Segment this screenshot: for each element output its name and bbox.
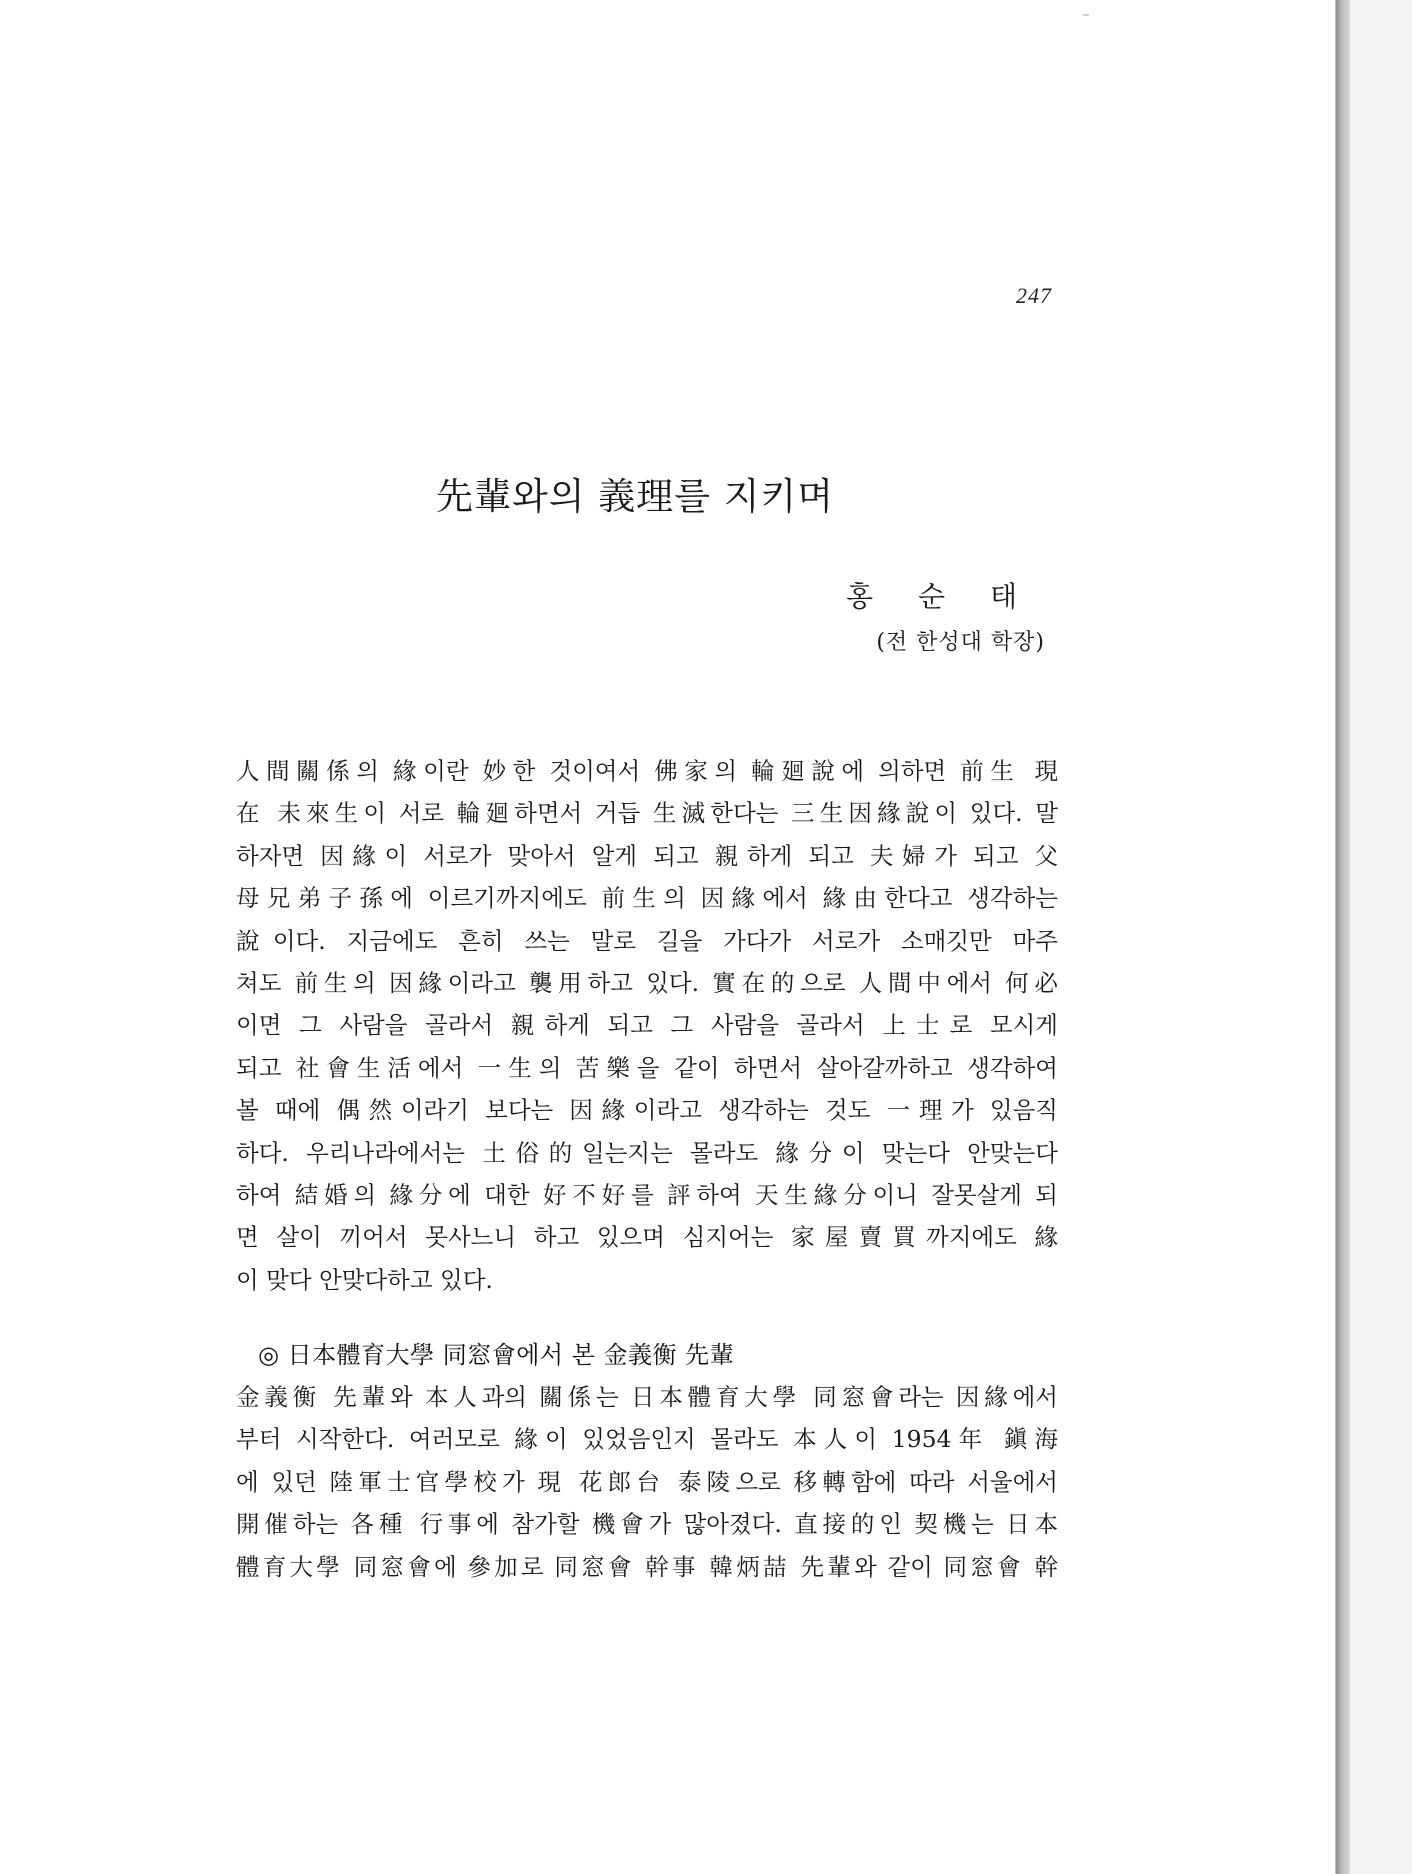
section-heading: ◎ 日本體育大學 同窓會에서 본 金義衡 先輩 bbox=[258, 1341, 735, 1369]
paragraph-line: 이 맞다 안맞다하고 있다. bbox=[236, 1265, 493, 1294]
article-title: 先輩와의 義理를 지키며 bbox=[436, 475, 834, 518]
paragraph-line: 되고 社會生活에서 一生의 苦樂을 같이 하면서 살아갈까하고 생각하여 bbox=[236, 1053, 1058, 1082]
paragraph-line: 하다. 우리나라에서는 土俗的일는지는 몰라도 緣分이 맞는다 안맞는다 bbox=[236, 1138, 1058, 1167]
paragraph-line: 金義衡 先輩와 本人과의 關係는 日本體育大學 同窓會라는 因緣에서 bbox=[236, 1383, 1058, 1411]
paragraph-line: 在 未來生이 서로 輪廻하면서 거듭 生滅한다는 三生因緣說이 있다. 말 bbox=[236, 799, 1058, 828]
page-edge-shadow bbox=[1336, 0, 1350, 1874]
paragraph-line: 볼 때에 偶然이라기 보다는 因緣이라고 생각하는 것도 一理가 있음직 bbox=[236, 1096, 1058, 1125]
paragraph-line: 體育大學 同窓會에 參加로 同窓會 幹事 韓炳喆 先輩와 같이 同窓會 幹 bbox=[236, 1552, 1058, 1581]
paragraph-line: 면 살이 끼어서 못사느니 하고 있으며 심지어는 家屋賣買까지에도 緣 bbox=[236, 1223, 1058, 1252]
corner-mark bbox=[1083, 14, 1089, 16]
page-number: 247 bbox=[1016, 283, 1052, 308]
paragraph-line: 쳐도 前生의 因緣이라고 襲用하고 있다. 實在的으로 人間中에서 何必 bbox=[236, 969, 1058, 998]
paragraph-line: 人間關係의 緣이란 妙한 것이여서 佛家의 輪廻說에 의하면 前生 現 bbox=[236, 757, 1058, 785]
paragraph-line: 母兄弟子孫에 이르기까지에도 前生의 因緣에서 緣由한다고 생각하는 bbox=[236, 884, 1058, 913]
paragraph-line: 하여 結婚의 緣分에 대한 好不好를 評하여 天生緣分이니 잘못살게 되 bbox=[236, 1181, 1058, 1210]
paragraph-line: 부터 시작한다. 여러모로 緣이 있었음인지 몰라도 本人이 1954年 鎭海 bbox=[236, 1425, 1058, 1454]
paragraph-1 bbox=[236, 750, 1058, 1301]
paragraph-2 bbox=[236, 1376, 1058, 1588]
paragraph-line: 說이다. 지금에도 흔히 쓰는 말로 길을 가다가 서로가 소매깃만 마주 bbox=[236, 926, 1058, 955]
paragraph-line: 에 있던 陸軍士官學校가 現 花郎台 泰陵으로 移轉함에 따라 서울에서 bbox=[236, 1467, 1058, 1496]
author-affiliation: (전 한성대 학장) bbox=[876, 630, 1045, 655]
paragraph-line: 開催하는 各種 行事에 참가할 機會가 많아졌다. 直接的인 契機는 日本 bbox=[236, 1510, 1058, 1539]
paragraph-line: 이면 그 사람을 골라서 親하게 되고 그 사람을 골라서 上士로 모시게 bbox=[236, 1011, 1058, 1040]
author-name: 홍 순 태 bbox=[846, 580, 1035, 613]
paragraph-line: 하자면 因緣이 서로가 맞아서 알게 되고 親하게 되고 夫婦가 되고 父 bbox=[236, 841, 1058, 870]
